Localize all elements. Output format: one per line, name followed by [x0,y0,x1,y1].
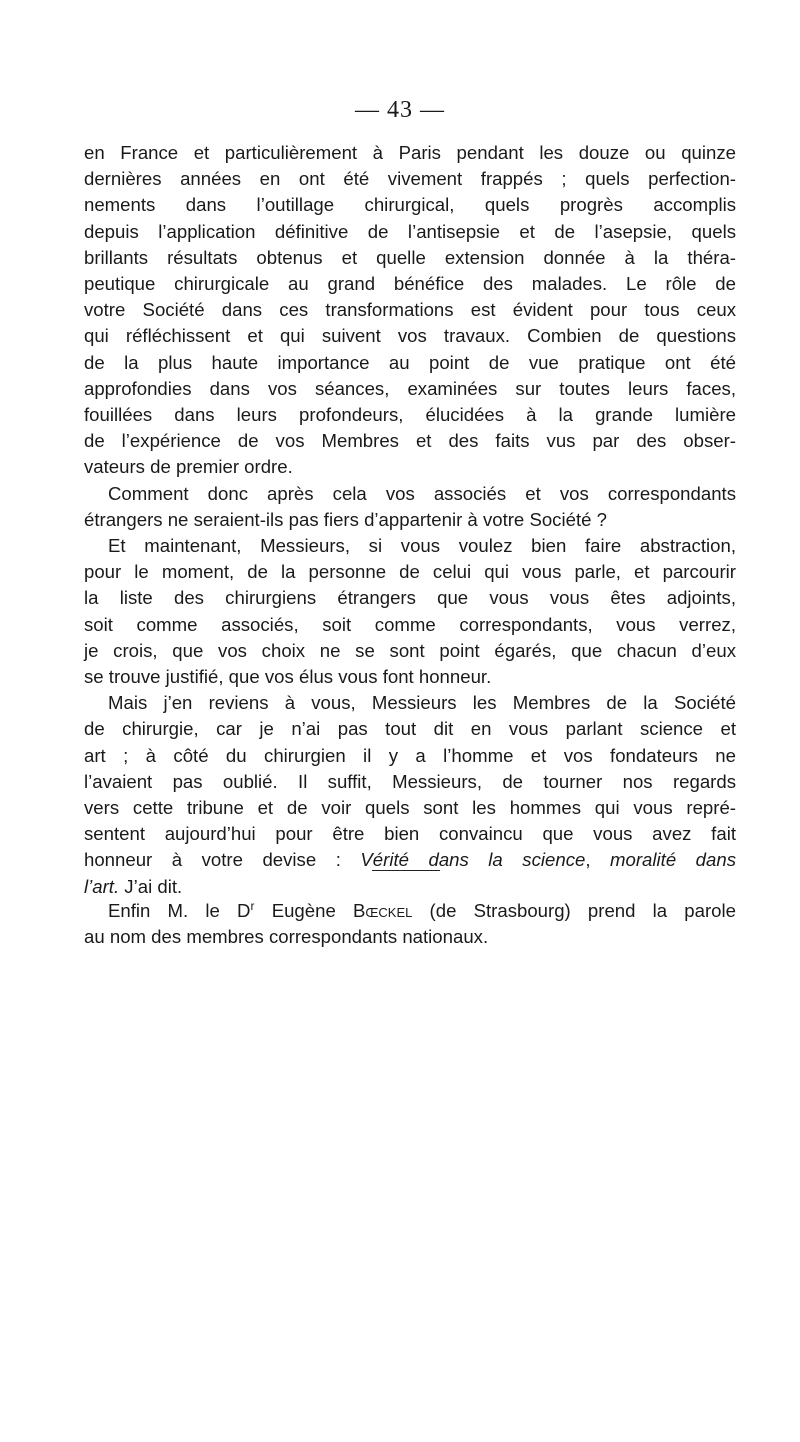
text-line: votre Société dans ces transformations est évident pour tous ceux [84,299,736,321]
text-line: Comment donc après cela vos associés et vos correspondants [108,482,736,504]
text-line: qui réfléchissent et qui suivent vos travaux. Combien de questions [84,325,736,347]
page-number: — 43 — [355,97,445,123]
text-line: se trouve justifié, que vos élus vous font honneur. [84,666,492,688]
motto-intro: honneur à votre devise : [84,849,341,871]
motto-part-1: Vérité dans la science [360,849,586,871]
text-line: Mais j’en reviens à vous, Messieurs les Membres de la Société [108,692,736,714]
closing-text-c: (de Strasbourg) prend la parole [412,900,736,921]
closing-words: J’ai dit. [119,875,183,897]
text-line: je crois, que vos choix ne se sont point égarés, que chacun d’eux [84,639,736,661]
closing-paragraph [84,898,736,950]
text-line-end [84,874,736,900]
text-line: art ; à côté du chirurgien il y a l’homme et vos fondateurs ne [84,744,736,766]
text-line: Et maintenant, Messieurs, si vous voulez bien faire abstraction, [108,535,736,557]
closing-text-b: Eugène [254,900,353,921]
text-line: la liste des chirurgiens étrangers que vous vous êtes adjoints, [84,587,736,609]
text-line: étrangers ne seraient-ils pas fiers d’appartenir à votre Société ? [84,508,607,530]
text-line: sentent aujourd’hui pour être bien convaincu que vous avez fait [84,823,736,845]
text-line: de chirurgie, car je n’ai pas tout dit en vous parlant science et [84,718,736,740]
text-line [84,898,736,924]
text-line: approfondies dans vos séances, examinées sur toutes leurs faces, [84,377,736,399]
section-divider [372,870,440,871]
text-line: au nom des membres correspondants nationaux. [84,926,489,948]
text-line: en France et particulièrement à Paris pendant les douze ou quinze [84,142,736,163]
text-line: pour le moment, de la personne de celui qui vous parle, et parcourir [84,561,736,583]
doctor-abbrev-sup: r [250,898,255,913]
motto-separator: , [585,849,591,871]
speaker-name: Bœckel [352,900,413,921]
motto-part-2: moralité dans [610,849,736,871]
text-line: vers cette tribune et de voir quels sont les hommes qui vous repré- [84,797,736,819]
text-line: depuis l’application définitive de l’antisepsie et de l’asepsie, quels [84,220,736,242]
closing-text-a: Enfin M. le D [108,900,251,921]
text-line: fouillées dans leurs profondeurs, élucidées à la grande lumière [84,404,736,426]
text-line: de la plus haute importance au point de vue pratique ont été [84,351,736,373]
text-line: de l’expérience de vos Membres et des faits vus par des obser- [84,430,736,452]
text-line: vateurs de premier ordre. [84,456,293,478]
motto-part-3: l’art. [84,875,120,897]
text-line: dernières années en ont été vivement frappés ; quels perfection- [84,168,736,190]
text-line: l’avaient pas oublié. Il suffit, Messieurs, de tourner nos regards [84,770,736,792]
text-line: soit comme associés, soit comme correspondants, vous verrez, [84,613,736,635]
text-line: nements dans l’outillage chirurgical, quels progrès accomplis [84,194,736,216]
text-line: peutique chirurgicale au grand bénéfice des malades. Le rôle de [84,273,736,295]
text-line: brillants résultats obtenus et quelle extension donnée à la théra- [84,246,736,268]
speech-paragraphs [84,140,736,900]
